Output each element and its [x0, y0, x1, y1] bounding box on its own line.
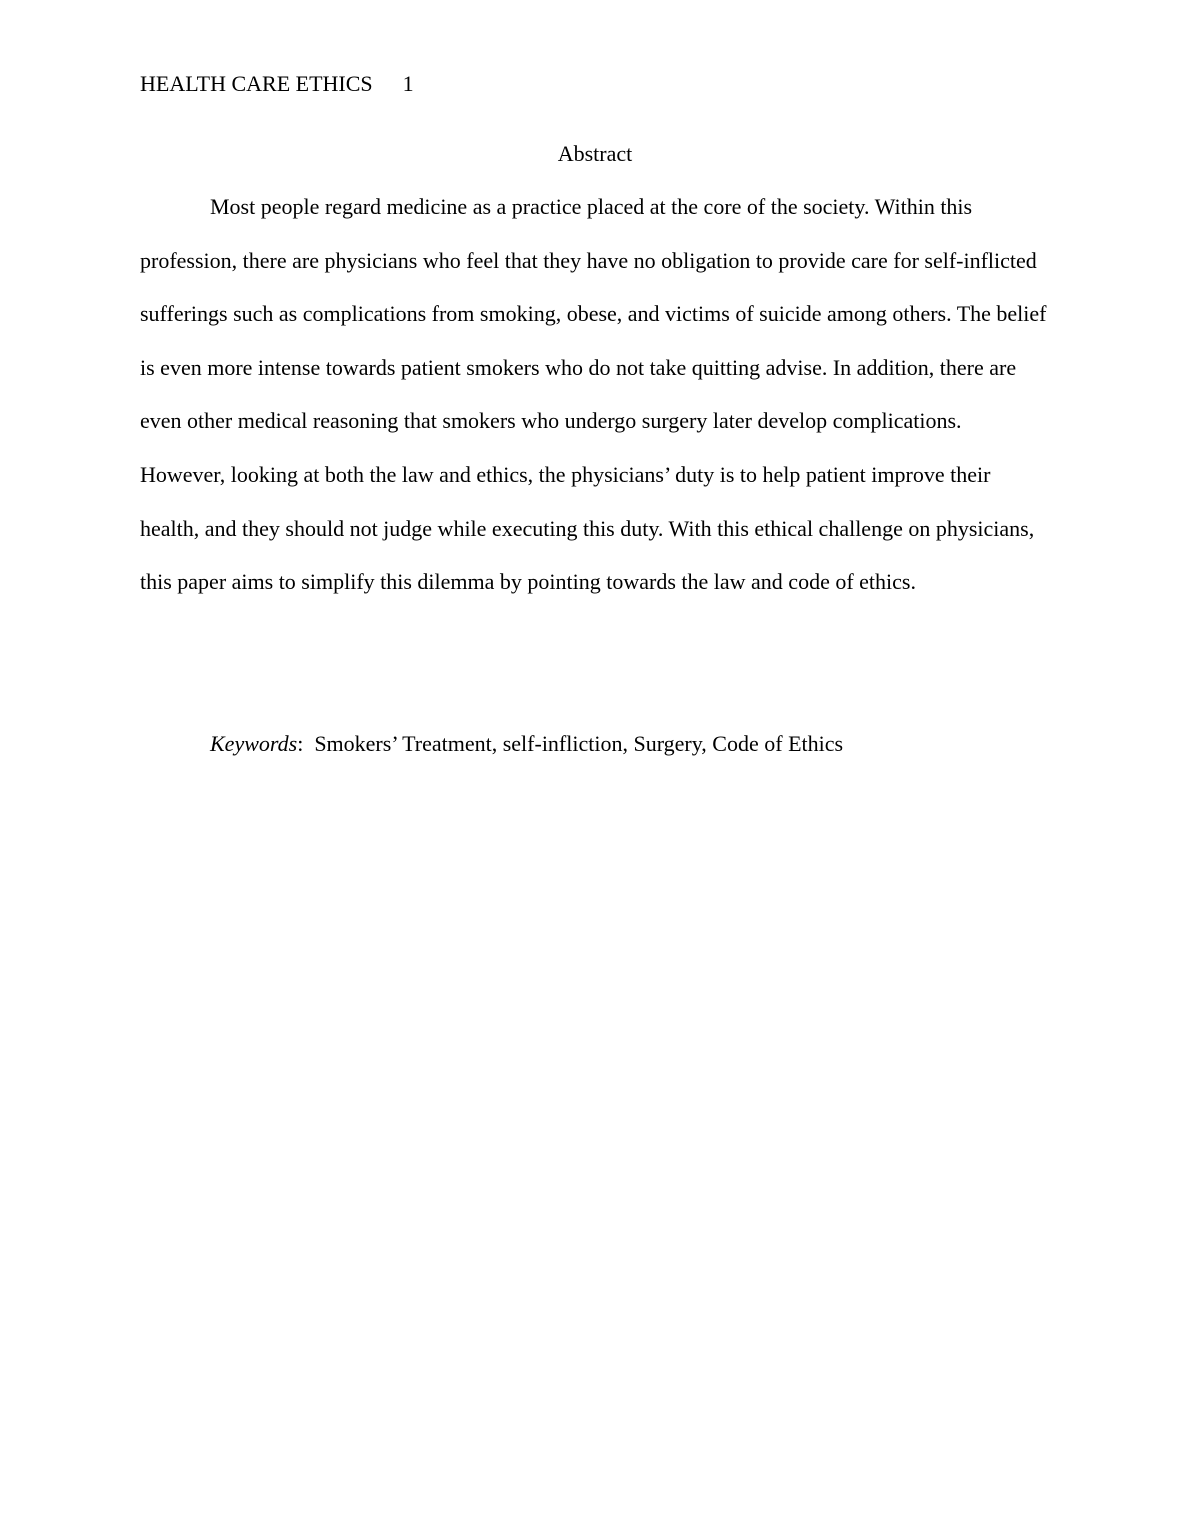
section-title: Abstract	[557, 141, 633, 166]
running-head-title: HEALTH CARE ETHICS	[140, 71, 373, 96]
page-number: 1	[402, 71, 414, 96]
keywords-separator: :	[297, 731, 304, 756]
keywords-text: Smokers’ Treatment, self-infliction, Surgery, Code of Ethics	[314, 731, 844, 756]
keywords-label: Keywords	[210, 731, 298, 756]
abstract-paragraph: Most people regard medicine as a practice placed at the core of the society. Within this profession, there are physicians who feel that they have no obligation to provide care for self-inflicted sufferings such as complications from smoking, obese, and victims of suicide among others. The belief is even more intense towards patient smokers who do not take quitting advise. In addition, there are even other medical reasoning that smokers who undergo surgery later develop complications. However, looking at both the law and ethics, the physicians’ duty is to help patient improve their health, and they should not judge while executing this duty. With this ethical challenge on physicians, this paper aims to simplify this dilemma by pointing towards the law and code of ethics.	[140, 194, 1047, 595]
running-header	[140, 70, 414, 98]
keywords-line	[210, 730, 843, 758]
